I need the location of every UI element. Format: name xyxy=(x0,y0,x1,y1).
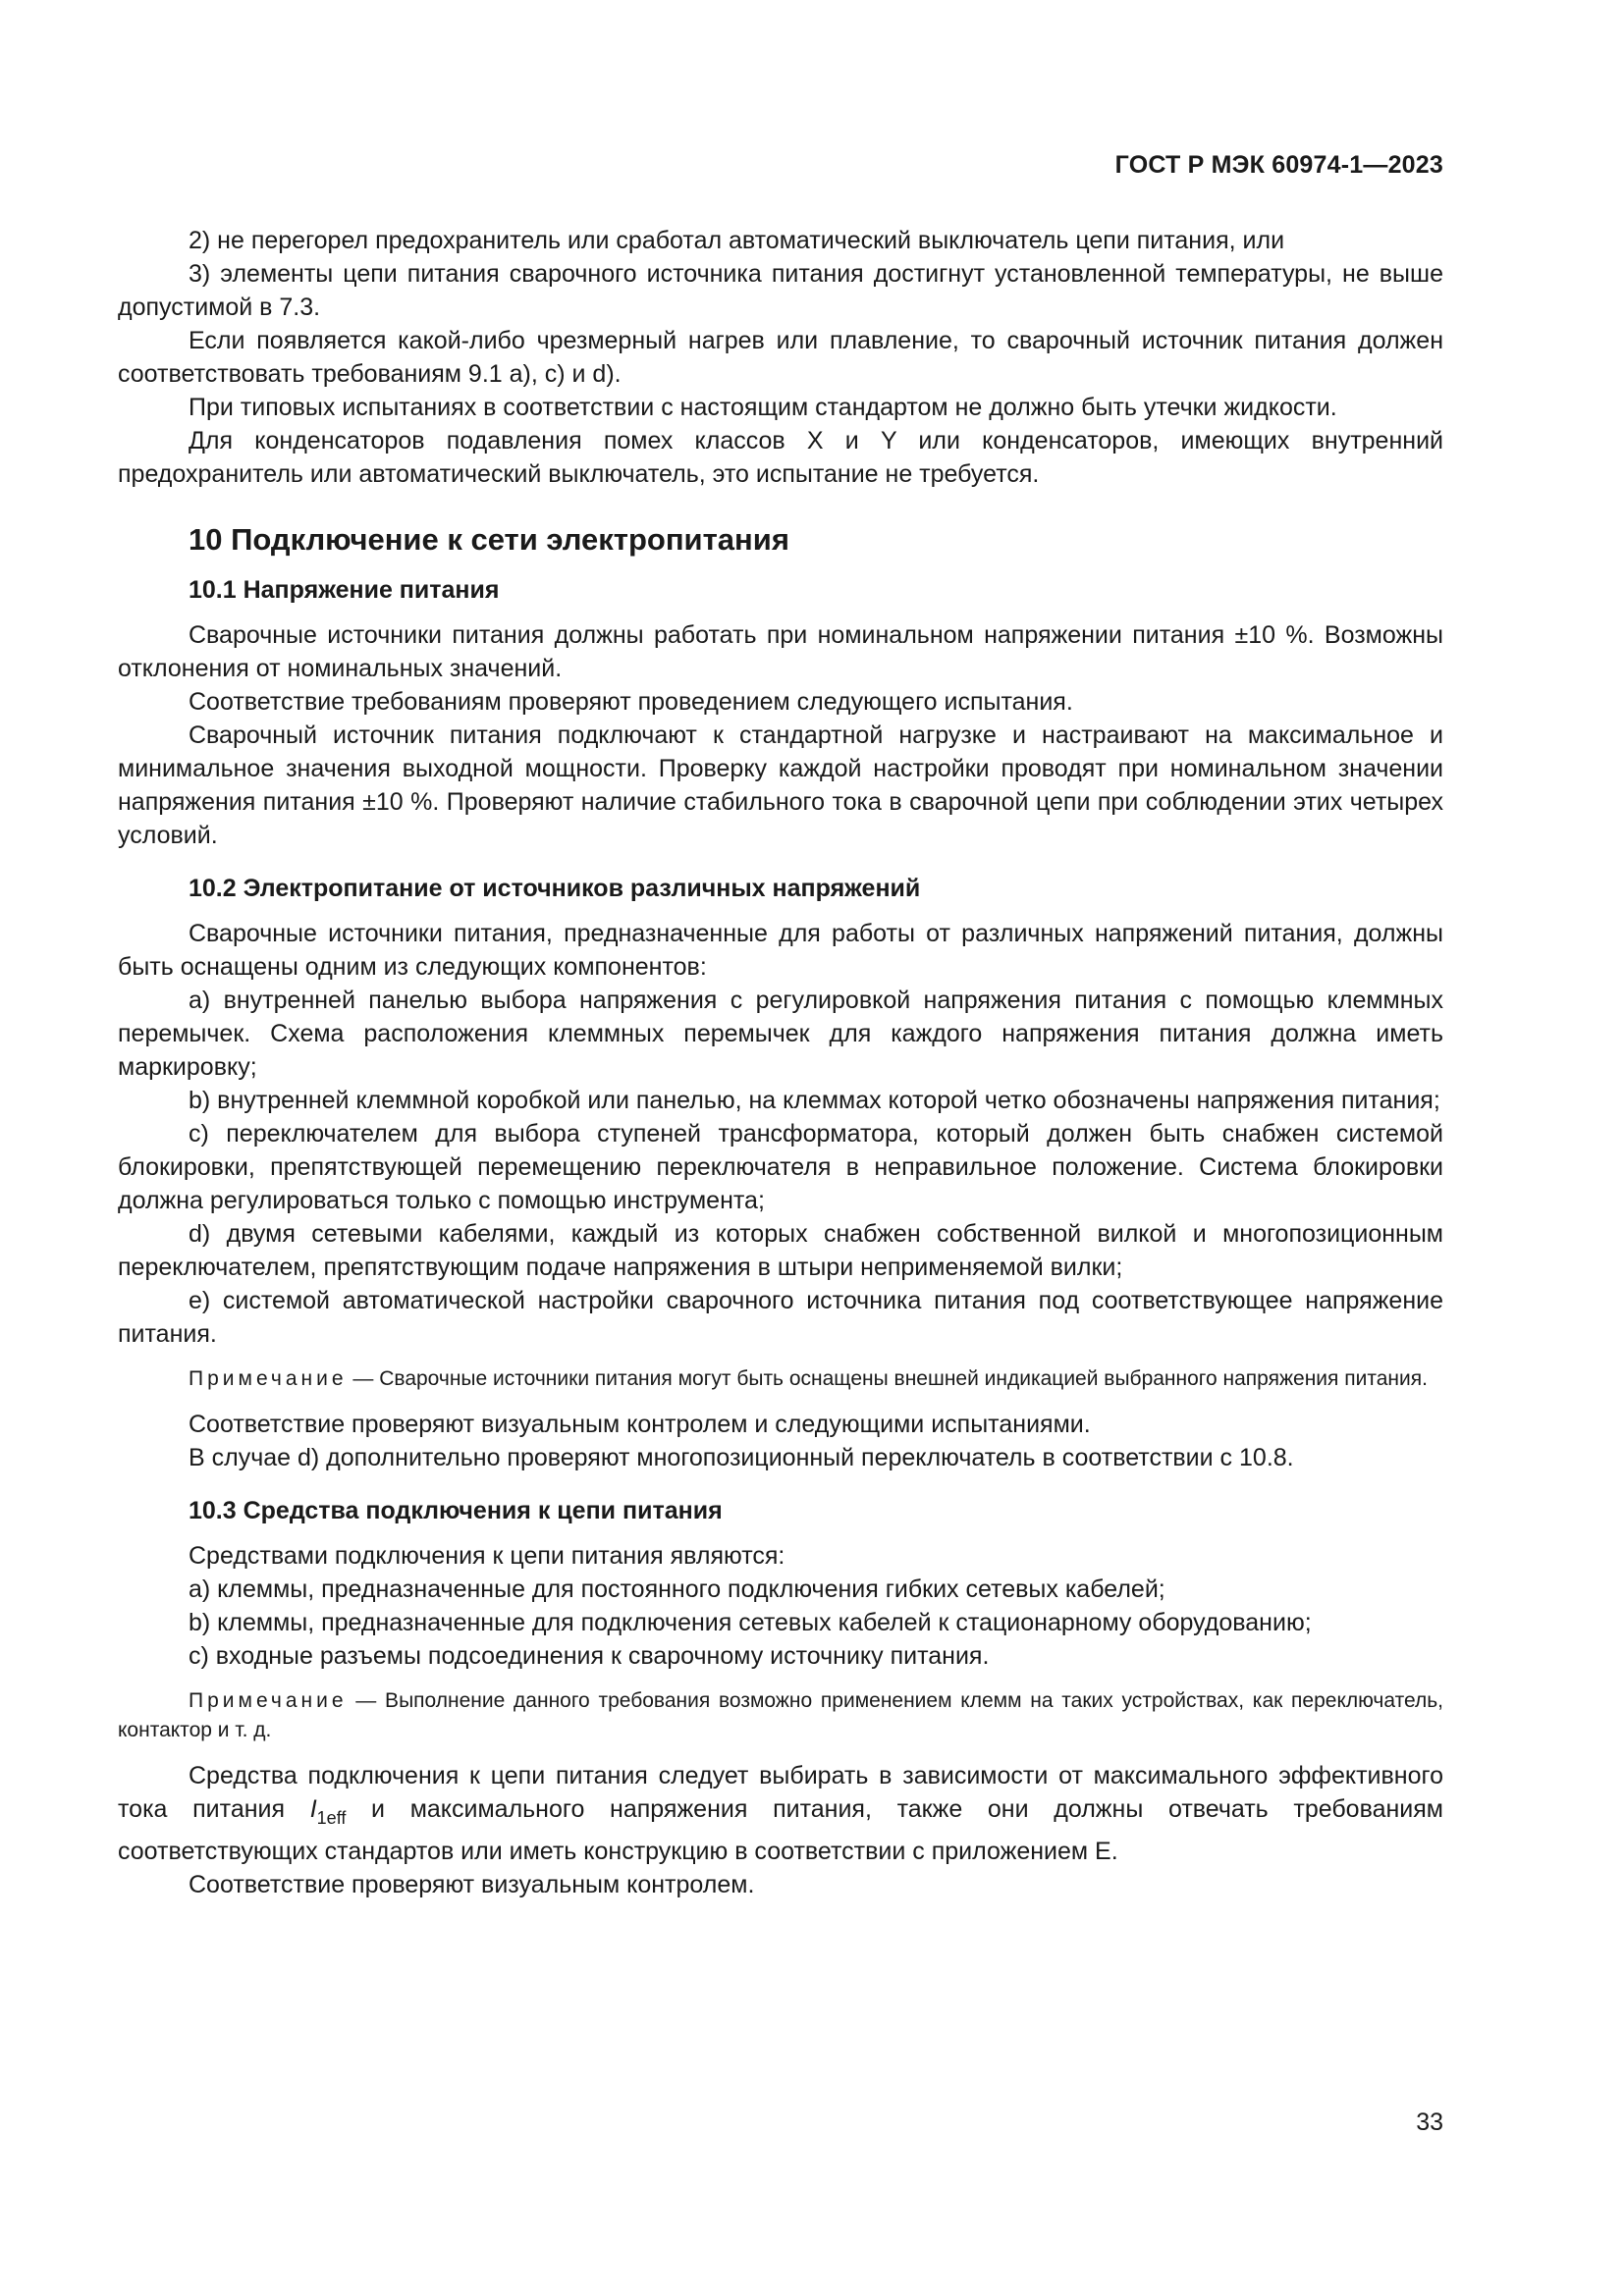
standard-header: ГОСТ Р МЭК 60974-1—2023 xyxy=(1114,151,1443,179)
paragraph-current-selection xyxy=(118,1759,1443,1868)
list-item-a: a) клеммы, предназначенные для постоянного подключения гибких сетевых кабелей; xyxy=(189,1575,1165,1603)
list-item-b: b) внутренней клеммной коробкой или панелью, на клеммах которой четко обозначены напряжения питания; xyxy=(189,1087,1440,1114)
list-item-c: c) переключателем для выбора ступеней трансформатора, который должен быть снабжен системой блокировки, препятствующей перемещению переключателя в неправильное положение. Система блокировки должна регулироваться только с помощью инструмента; xyxy=(118,1120,1443,1214)
section-10-1-heading: 10.1 Напряжение питания xyxy=(189,576,500,604)
note-label: Примечание xyxy=(189,1367,348,1390)
section-10-heading: 10 Подключение к сети электропитания xyxy=(189,522,789,557)
note-label: Примечание xyxy=(189,1689,348,1712)
paragraph: Соответствие проверяют визуальным контролем и следующими испытаниями. xyxy=(189,1411,1091,1438)
text-run: Средства подключения к цепи питания следует выбирать в зависимости от максимального эффективного тока питания xyxy=(118,1762,1443,1823)
list-item-c: c) входные разъемы подсоединения к сварочному источнику питания. xyxy=(189,1642,990,1670)
intro-paragraph: Если появляется какой-либо чрезмерный нагрев или плавление, то сварочный источник питания должен соответствовать требованиям 9.1 a), c) и d). xyxy=(118,327,1443,388)
current-subscript: 1eff xyxy=(316,1808,347,1828)
current-symbol: I xyxy=(309,1795,317,1823)
page-content xyxy=(118,224,1443,1901)
intro-paragraph: Для конденсаторов подавления помех классов X и Y или конденсаторов, имеющих внутренний предохранитель или автоматический выключатель, это испытание не требуется. xyxy=(118,427,1443,488)
page-number: 33 xyxy=(1416,2109,1443,2136)
paragraph: Сварочные источники питания должны работать при номинальном напряжении питания ±10 %. Возможны отклонения от номинальных значений. xyxy=(118,621,1443,682)
list-item-e: e) системой автоматической настройки сварочного источника питания под соответствующее напряжение питания. xyxy=(118,1287,1443,1348)
intro-paragraph: При типовых испытаниях в соответствии с настоящим стандартом не должно быть утечки жидкости. xyxy=(189,394,1337,421)
paragraph: В случае d) дополнительно проверяют многопозиционный переключатель в соответствии с 10.8. xyxy=(189,1444,1294,1471)
list-item-b: b) клеммы, предназначенные для подключения сетевых кабелей к стационарному оборудованию; xyxy=(189,1609,1312,1636)
paragraph: Соответствие проверяют визуальным контролем. xyxy=(189,1871,755,1898)
intro-item-2: 2) не перегорел предохранитель или сработал автоматический выключатель цепи питания, или xyxy=(189,227,1285,254)
section-10-2-heading: 10.2 Электропитание от источников различных напряжений xyxy=(189,875,921,902)
paragraph: Средствами подключения к цепи питания являются: xyxy=(189,1542,785,1570)
intro-item-3: 3) элементы цепи питания сварочного источника питания достигнут установленной температуры, не выше допустимой в 7.3. xyxy=(118,260,1443,321)
note-10-3 xyxy=(118,1686,1443,1745)
list-item-a: a) внутренней панелью выбора напряжения с регулировкой напряжения питания с помощью клеммных перемычек. Схема расположения клеммных перемычек для каждого напряжения питания должна иметь маркировку; xyxy=(118,987,1443,1081)
paragraph: Сварочный источник питания подключают к стандартной нагрузке и настраивают на максимальное и минимальное значения выходной мощности. Проверку каждой настройки проводят при номинальном значении напряжения питания ±10 %. Проверяют наличие стабильного тока в сварочной цепи при соблюдении этих четырех условий. xyxy=(118,721,1443,849)
note-10-2 xyxy=(118,1364,1443,1394)
section-10-3-heading: 10.3 Средства подключения к цепи питания xyxy=(189,1497,723,1524)
text-run: и максимального напряжения питания, также они должны отвечать требованиям соответствующих стандартов или иметь конструкцию в соответствии с приложением E. xyxy=(118,1795,1443,1865)
paragraph: Соответствие требованиям проверяют проведением следующего испытания. xyxy=(189,688,1073,716)
list-item-d: d) двумя сетевыми кабелями, каждый из которых снабжен собственной вилкой и многопозиционным переключателем, препятствующим подаче напряжения в штыри неприменяемой вилки; xyxy=(118,1220,1443,1281)
paragraph: Сварочные источники питания, предназначенные для работы от различных напряжений питания, должны быть оснащены одним из следующих компонентов: xyxy=(118,920,1443,981)
note-text: — Выполнение данного требования возможно применением клемм на таких устройствах, как переключатель, контактор и т. д. xyxy=(118,1689,1443,1741)
note-text: — Сварочные источники питания могут быть оснащены внешней индикацией выбранного напряжения питания. xyxy=(347,1367,1428,1390)
